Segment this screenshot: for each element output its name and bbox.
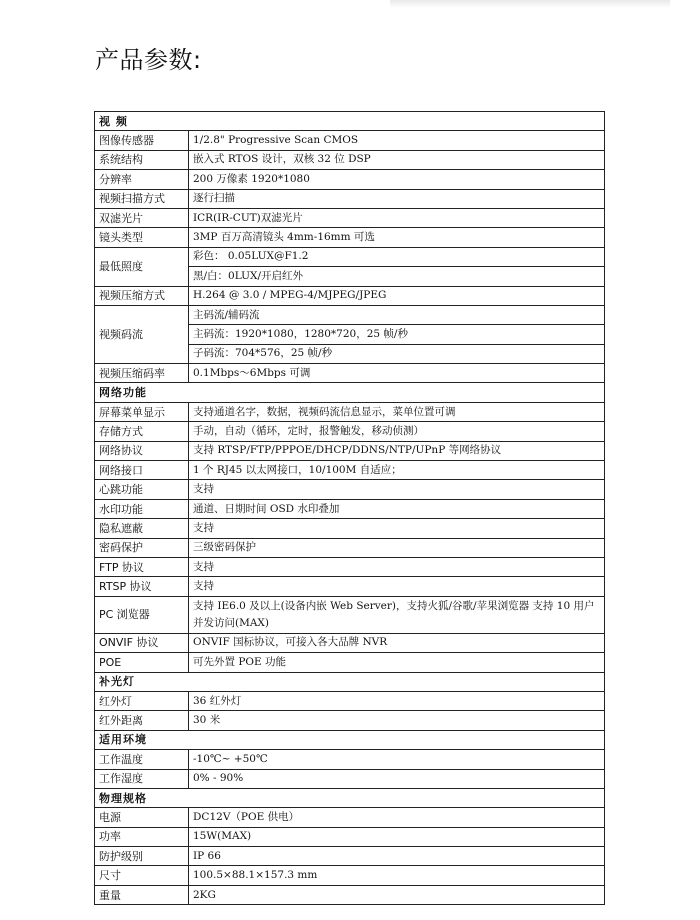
table-row [95, 461, 605, 480]
spec-value: 100.5×88.1×157.3 mm [189, 866, 605, 885]
table-row [95, 750, 605, 769]
spec-label: 水印功能 [95, 499, 189, 518]
spec-label: 屏幕菜单显示 [95, 402, 189, 421]
spec-value: 36 红外灯 [189, 691, 605, 710]
spec-label: 红外距离 [95, 711, 189, 730]
spec-label: 分辨率 [95, 170, 189, 189]
section-header-row [95, 730, 605, 749]
page-title: 产品参数: [95, 46, 202, 74]
spec-value: H.264 @ 3.0 / MPEG-4/MJPEG/JPEG [189, 286, 605, 305]
spec-value: 可先外置 POE 功能 [189, 653, 605, 672]
table-row [95, 441, 605, 460]
table-row [95, 827, 605, 846]
spec-label: 重量 [95, 885, 189, 904]
spec-value: 彩色： 0.05LUX@F1.2 [189, 247, 605, 266]
spec-label: 视频压缩码率 [95, 364, 189, 383]
spec-value: 0% - 90% [189, 769, 605, 788]
spec-value: 主码流：1920*1080，1280*720，25 帧/秒 [189, 325, 605, 344]
table-row [95, 653, 605, 672]
spec-label: RTSP 协议 [95, 577, 189, 596]
spec-table [94, 111, 605, 905]
spec-value: 3MP 百万高清镜头 4mm-16mm 可选 [189, 228, 605, 247]
table-row [95, 596, 605, 633]
spec-label: ONVIF 协议 [95, 633, 189, 652]
section-title: 适用环境 [95, 730, 605, 749]
spec-label: 电源 [95, 808, 189, 827]
spec-value: DC12V（POE 供电） [189, 808, 605, 827]
spec-label: POE [95, 653, 189, 672]
table-row [95, 885, 605, 904]
spec-value: 嵌入式 RTOS 设计，双核 32 位 DSP [189, 150, 605, 169]
spec-label: 网络接口 [95, 461, 189, 480]
spec-value: 手动，自动（循环，定时，报警触发，移动侦测） [189, 422, 605, 441]
spec-label: 隐私遮蔽 [95, 519, 189, 538]
spec-value: 支持 [189, 519, 605, 538]
table-row [95, 480, 605, 499]
section-header-row [95, 672, 605, 691]
spec-label: PC 浏览器 [95, 596, 189, 633]
table-row [95, 170, 605, 189]
section-header-row [95, 383, 605, 402]
spec-label: 防护级别 [95, 847, 189, 866]
top-shadow-decoration [390, 0, 670, 8]
table-row [95, 499, 605, 518]
spec-value: IP 66 [189, 847, 605, 866]
spec-value: ONVIF 国标协议，可接入各大品牌 NVR [189, 633, 605, 652]
table-row [95, 866, 605, 885]
spec-value: 0.1Mbps～6Mbps 可调 [189, 364, 605, 383]
section-title: 物理规格 [95, 788, 605, 807]
spec-value: 支持通道名字，数据，视频码流信息显示，菜单位置可调 [189, 402, 605, 421]
spec-value: 1 个 RJ45 以太网接口，10/100M 自适应； [189, 461, 605, 480]
spec-label: 镜头类型 [95, 228, 189, 247]
section-title: 补光灯 [95, 672, 605, 691]
section-header-row [95, 112, 605, 131]
table-row [95, 402, 605, 421]
spec-label: 视频压缩方式 [95, 286, 189, 305]
table-row [95, 305, 605, 324]
table-row [95, 131, 605, 150]
table-row [95, 422, 605, 441]
spec-value: 支持 [189, 577, 605, 596]
spec-value: 1/2.8" Progressive Scan CMOS [189, 131, 605, 150]
section-title: 网络功能 [95, 383, 605, 402]
spec-value: 支持 [189, 480, 605, 499]
spec-value: 支持 [189, 557, 605, 576]
table-row [95, 691, 605, 710]
spec-label: 心跳功能 [95, 480, 189, 499]
spec-label: 尺寸 [95, 866, 189, 885]
spec-value: ICR(IR-CUT)双滤光片 [189, 208, 605, 227]
table-row [95, 189, 605, 208]
table-row [95, 847, 605, 866]
table-row [95, 228, 605, 247]
spec-label: 图像传感器 [95, 131, 189, 150]
spec-value: -10℃~ +50℃ [189, 750, 605, 769]
spec-value: 15W(MAX) [189, 827, 605, 846]
spec-label: 功率 [95, 827, 189, 846]
spec-value: 200 万像素 1920*1080 [189, 170, 605, 189]
table-row [95, 247, 605, 266]
spec-value: 三级密码保护 [189, 538, 605, 557]
section-header-row [95, 788, 605, 807]
table-row [95, 519, 605, 538]
spec-value: 逐行扫描 [189, 189, 605, 208]
table-row [95, 808, 605, 827]
spec-label: 系统结构 [95, 150, 189, 169]
spec-value: 通道、日期时间 OSD 水印叠加 [189, 499, 605, 518]
spec-value: 黑/白：0LUX/开启红外 [189, 267, 605, 286]
table-row [95, 711, 605, 730]
spec-label: 视频码流 [95, 305, 189, 363]
spec-label: 红外灯 [95, 691, 189, 710]
table-row [95, 208, 605, 227]
table-row [95, 538, 605, 557]
spec-label: 网络协议 [95, 441, 189, 460]
spec-value: 支持 IE6.0 及以上(设备内嵌 Web Server)，支持火狐/谷歌/苹果浏览器 支持 10 用户并发访问(MAX) [189, 596, 605, 633]
table-row [95, 577, 605, 596]
table-row [95, 769, 605, 788]
spec-value: 2KG [189, 885, 605, 904]
spec-label: 最低照度 [95, 247, 189, 286]
spec-value: 支持 RTSP/FTP/PPPOE/DHCP/DDNS/NTP/UPnP 等网络协议 [189, 441, 605, 460]
spec-label: 工作温度 [95, 750, 189, 769]
table-row [95, 364, 605, 383]
table-row [95, 557, 605, 576]
spec-label: 工作湿度 [95, 769, 189, 788]
spec-label: 双滤光片 [95, 208, 189, 227]
section-title: 视 频 [95, 112, 605, 131]
spec-table-body [95, 112, 605, 905]
table-row [95, 286, 605, 305]
spec-label: 存储方式 [95, 422, 189, 441]
spec-label: 视频扫描方式 [95, 189, 189, 208]
spec-value: 主码流/辅码流 [189, 305, 605, 324]
table-row [95, 150, 605, 169]
spec-value: 子码流：704*576，25 帧/秒 [189, 344, 605, 363]
spec-label: 密码保护 [95, 538, 189, 557]
spec-label: FTP 协议 [95, 557, 189, 576]
spec-value: 30 米 [189, 711, 605, 730]
table-row [95, 633, 605, 652]
